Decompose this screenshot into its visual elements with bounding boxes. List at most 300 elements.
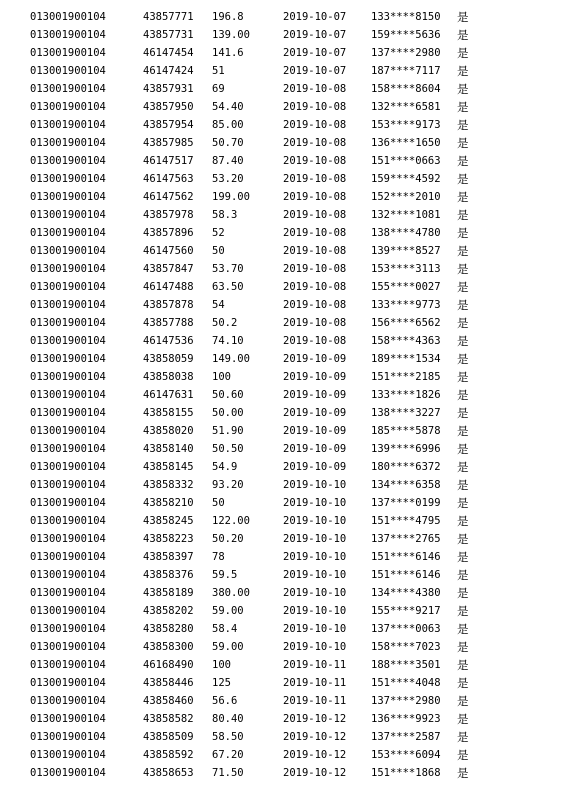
phone-number: 185****5878 [371,425,441,437]
account-code: 013001900104 [30,245,106,257]
account-code: 013001900104 [30,641,106,653]
account-code: 013001900104 [30,335,106,347]
date: 2019-10-10 [283,587,347,599]
amount: 53.20 [212,173,244,185]
order-number: 43858145 [143,461,194,473]
account-code: 013001900104 [30,47,106,59]
order-number: 43858509 [143,731,194,743]
date: 2019-10-08 [283,209,347,221]
amount: 71.50 [212,767,244,779]
order-number: 43858210 [143,497,194,509]
amount: 51 [212,65,225,77]
table-row [0,26,562,44]
account-code: 013001900104 [30,695,106,707]
order-number: 43857878 [143,299,194,311]
order-number: 43857847 [143,263,194,275]
status-flag: 是 [457,244,469,258]
date: 2019-10-08 [283,245,347,257]
order-number: 43858460 [143,695,194,707]
table-row [0,242,562,260]
status-flag: 是 [457,730,469,744]
date: 2019-10-07 [283,29,347,41]
date: 2019-10-09 [283,425,347,437]
table-row [0,584,562,602]
order-number: 43858397 [143,551,194,563]
amount: 85.00 [212,119,244,131]
account-code: 013001900104 [30,443,106,455]
account-code: 013001900104 [30,479,106,491]
phone-number: 137****0063 [371,623,441,635]
date: 2019-10-08 [283,155,347,167]
amount: 80.40 [212,713,244,725]
amount: 56.6 [212,695,238,707]
order-number: 46147517 [143,155,194,167]
status-flag: 是 [457,298,469,312]
status-flag: 是 [457,748,469,762]
order-number: 43858140 [143,443,194,455]
order-number: 43858376 [143,569,194,581]
phone-number: 153****3113 [371,263,441,275]
status-flag: 是 [457,712,469,726]
order-number: 43857950 [143,101,194,113]
table-row [0,620,562,638]
account-code: 013001900104 [30,281,106,293]
order-number: 43857731 [143,29,194,41]
amount: 59.5 [212,569,238,581]
phone-number: 155****9217 [371,605,441,617]
table-row [0,170,562,188]
amount: 100 [212,371,231,383]
phone-number: 188****3501 [371,659,441,671]
account-code: 013001900104 [30,551,106,563]
order-number: 43857788 [143,317,194,329]
order-number: 43858592 [143,749,194,761]
order-number: 43858280 [143,623,194,635]
status-flag: 是 [457,316,469,330]
status-flag: 是 [457,190,469,204]
account-code: 013001900104 [30,389,106,401]
order-number: 43858653 [143,767,194,779]
date: 2019-10-09 [283,371,347,383]
date: 2019-10-08 [283,191,347,203]
status-flag: 是 [457,568,469,582]
phone-number: 151****4048 [371,677,441,689]
date: 2019-10-10 [283,479,347,491]
phone-number: 153****9173 [371,119,441,131]
status-flag: 是 [457,496,469,510]
phone-number: 133****1826 [371,389,441,401]
amount: 54.40 [212,101,244,113]
phone-number: 156****6562 [371,317,441,329]
table-row [0,746,562,764]
status-flag: 是 [457,136,469,150]
phone-number: 137****2587 [371,731,441,743]
table-row [0,296,562,314]
phone-number: 138****3227 [371,407,441,419]
table-row [0,314,562,332]
status-flag: 是 [457,334,469,348]
amount: 50.70 [212,137,244,149]
amount: 139.00 [212,29,250,41]
phone-number: 137****2765 [371,533,441,545]
order-number: 43858223 [143,533,194,545]
status-flag: 是 [457,532,469,546]
amount: 50 [212,497,225,509]
phone-number: 153****6094 [371,749,441,761]
amount: 100 [212,659,231,671]
amount: 122.00 [212,515,250,527]
phone-number: 137****2980 [371,695,441,707]
phone-number: 151****0663 [371,155,441,167]
amount: 149.00 [212,353,250,365]
amount: 59.00 [212,641,244,653]
status-flag: 是 [457,622,469,636]
order-number: 43858446 [143,677,194,689]
date: 2019-10-11 [283,695,347,707]
date: 2019-10-09 [283,461,347,473]
amount: 50.50 [212,443,244,455]
account-code: 013001900104 [30,353,106,365]
date: 2019-10-08 [283,335,347,347]
date: 2019-10-12 [283,731,347,743]
amount: 54 [212,299,225,311]
account-code: 013001900104 [30,119,106,131]
status-flag: 是 [457,118,469,132]
account-code: 013001900104 [30,749,106,761]
order-number: 46147454 [143,47,194,59]
table-row [0,350,562,368]
table-row [0,152,562,170]
order-number: 43858202 [143,605,194,617]
status-flag: 是 [457,550,469,564]
amount: 53.70 [212,263,244,275]
phone-number: 151****1868 [371,767,441,779]
account-code: 013001900104 [30,29,106,41]
account-code: 013001900104 [30,209,106,221]
order-number: 43858155 [143,407,194,419]
table-row [0,458,562,476]
account-code: 013001900104 [30,677,106,689]
date: 2019-10-09 [283,353,347,365]
order-number: 46147562 [143,191,194,203]
amount: 87.40 [212,155,244,167]
amount: 59.00 [212,605,244,617]
table-row [0,764,562,782]
date: 2019-10-11 [283,659,347,671]
table-row [0,440,562,458]
date: 2019-10-08 [283,83,347,95]
status-flag: 是 [457,154,469,168]
phone-number: 159****5636 [371,29,441,41]
amount: 58.4 [212,623,238,635]
amount: 58.3 [212,209,238,221]
table-row [0,566,562,584]
date: 2019-10-08 [283,137,347,149]
account-code: 013001900104 [30,587,106,599]
phone-number: 139****6996 [371,443,441,455]
phone-number: 134****6358 [371,479,441,491]
amount: 51.90 [212,425,244,437]
status-flag: 是 [457,388,469,402]
date: 2019-10-08 [283,263,347,275]
account-code: 013001900104 [30,101,106,113]
order-number: 46147563 [143,173,194,185]
order-number: 43857985 [143,137,194,149]
status-flag: 是 [457,100,469,114]
phone-number: 133****9773 [371,299,441,311]
date: 2019-10-08 [283,101,347,113]
table-row [0,602,562,620]
date: 2019-10-08 [283,119,347,131]
order-number: 46147488 [143,281,194,293]
phone-number: 136****9923 [371,713,441,725]
phone-number: 152****2010 [371,191,441,203]
date: 2019-10-09 [283,407,347,419]
date: 2019-10-08 [283,173,347,185]
order-number: 43857896 [143,227,194,239]
status-flag: 是 [457,280,469,294]
status-flag: 是 [457,370,469,384]
account-code: 013001900104 [30,299,106,311]
phone-number: 134****4380 [371,587,441,599]
phone-number: 137****2980 [371,47,441,59]
table-row [0,278,562,296]
order-number: 43858038 [143,371,194,383]
phone-number: 138****4780 [371,227,441,239]
status-flag: 是 [457,172,469,186]
amount: 50.00 [212,407,244,419]
table-row [0,44,562,62]
phone-number: 136****1650 [371,137,441,149]
amount: 78 [212,551,225,563]
status-flag: 是 [457,208,469,222]
account-code: 013001900104 [30,83,106,95]
amount: 199.00 [212,191,250,203]
table-row [0,404,562,422]
order-number: 43858332 [143,479,194,491]
status-flag: 是 [457,658,469,672]
order-number: 43858059 [143,353,194,365]
phone-number: 159****4592 [371,173,441,185]
table-row [0,422,562,440]
table-row [0,98,562,116]
account-code: 013001900104 [30,425,106,437]
phone-number: 158****7023 [371,641,441,653]
status-flag: 是 [457,676,469,690]
phone-number: 158****4363 [371,335,441,347]
table-row [0,134,562,152]
order-number: 43858020 [143,425,194,437]
table-row [0,512,562,530]
order-number: 43857931 [143,83,194,95]
table-row [0,8,562,26]
phone-number: 151****6146 [371,569,441,581]
order-number: 46147560 [143,245,194,257]
amount: 54.9 [212,461,238,473]
amount: 50.20 [212,533,244,545]
order-number: 43858300 [143,641,194,653]
date: 2019-10-08 [283,281,347,293]
table-row [0,656,562,674]
date: 2019-10-07 [283,65,347,77]
status-flag: 是 [457,640,469,654]
date: 2019-10-08 [283,317,347,329]
order-number: 43858245 [143,515,194,527]
date: 2019-10-10 [283,605,347,617]
table-row [0,674,562,692]
phone-number: 137****0199 [371,497,441,509]
account-code: 013001900104 [30,11,106,23]
date: 2019-10-10 [283,641,347,653]
date: 2019-10-07 [283,11,347,23]
account-code: 013001900104 [30,263,106,275]
date: 2019-10-09 [283,389,347,401]
account-code: 013001900104 [30,515,106,527]
status-flag: 是 [457,28,469,42]
phone-number: 133****8150 [371,11,441,23]
status-flag: 是 [457,226,469,240]
order-number: 43858582 [143,713,194,725]
account-code: 013001900104 [30,137,106,149]
table-row [0,260,562,278]
table-row [0,62,562,80]
date: 2019-10-10 [283,533,347,545]
phone-number: 158****8604 [371,83,441,95]
account-code: 013001900104 [30,659,106,671]
status-flag: 是 [457,352,469,366]
amount: 58.50 [212,731,244,743]
table-row [0,692,562,710]
date: 2019-10-10 [283,569,347,581]
date: 2019-10-08 [283,227,347,239]
amount: 50.2 [212,317,238,329]
date: 2019-10-11 [283,677,347,689]
account-code: 013001900104 [30,497,106,509]
account-code: 013001900104 [30,173,106,185]
status-flag: 是 [457,586,469,600]
order-number: 43857771 [143,11,194,23]
date: 2019-10-10 [283,551,347,563]
account-code: 013001900104 [30,605,106,617]
status-flag: 是 [457,406,469,420]
table-row [0,80,562,98]
table-row [0,728,562,746]
table-row [0,494,562,512]
order-number: 43857954 [143,119,194,131]
date: 2019-10-10 [283,515,347,527]
status-flag: 是 [457,460,469,474]
status-flag: 是 [457,766,469,780]
table-row [0,476,562,494]
order-number: 46168490 [143,659,194,671]
table-row [0,710,562,728]
date: 2019-10-10 [283,497,347,509]
status-flag: 是 [457,424,469,438]
amount: 196.8 [212,11,244,23]
table-row [0,530,562,548]
account-code: 013001900104 [30,155,106,167]
amount: 141.6 [212,47,244,59]
status-flag: 是 [457,46,469,60]
table-row [0,206,562,224]
amount: 69 [212,83,225,95]
account-code: 013001900104 [30,767,106,779]
status-flag: 是 [457,694,469,708]
status-flag: 是 [457,10,469,24]
amount: 93.20 [212,479,244,491]
order-number: 46147631 [143,389,194,401]
phone-number: 151****6146 [371,551,441,563]
status-flag: 是 [457,262,469,276]
phone-number: 139****8527 [371,245,441,257]
table-row [0,386,562,404]
phone-number: 151****4795 [371,515,441,527]
account-code: 013001900104 [30,461,106,473]
amount: 63.50 [212,281,244,293]
phone-number: 132****1081 [371,209,441,221]
amount: 74.10 [212,335,244,347]
account-code: 013001900104 [30,371,106,383]
date: 2019-10-07 [283,47,347,59]
date: 2019-10-10 [283,623,347,635]
amount: 50.60 [212,389,244,401]
date: 2019-10-12 [283,713,347,725]
date: 2019-10-09 [283,443,347,455]
account-code: 013001900104 [30,623,106,635]
status-flag: 是 [457,514,469,528]
account-code: 013001900104 [30,191,106,203]
account-code: 013001900104 [30,407,106,419]
account-code: 013001900104 [30,227,106,239]
amount: 125 [212,677,231,689]
order-number: 43857978 [143,209,194,221]
table-row [0,638,562,656]
status-flag: 是 [457,604,469,618]
status-flag: 是 [457,64,469,78]
date: 2019-10-12 [283,767,347,779]
phone-number: 187****7117 [371,65,441,77]
amount: 50 [212,245,225,257]
order-number: 43858189 [143,587,194,599]
date: 2019-10-12 [283,749,347,761]
phone-number: 132****6581 [371,101,441,113]
account-code: 013001900104 [30,317,106,329]
phone-number: 180****6372 [371,461,441,473]
record-list [0,8,562,782]
order-number: 46147536 [143,335,194,347]
amount: 67.20 [212,749,244,761]
phone-number: 151****2185 [371,371,441,383]
table-row [0,548,562,566]
account-code: 013001900104 [30,713,106,725]
table-row [0,224,562,242]
account-code: 013001900104 [30,65,106,77]
account-code: 013001900104 [30,569,106,581]
status-flag: 是 [457,442,469,456]
account-code: 013001900104 [30,533,106,545]
table-row [0,332,562,350]
status-flag: 是 [457,82,469,96]
table-row [0,368,562,386]
table-row [0,188,562,206]
account-code: 013001900104 [30,731,106,743]
amount: 380.00 [212,587,250,599]
date: 2019-10-08 [283,299,347,311]
phone-number: 189****1534 [371,353,441,365]
order-number: 46147424 [143,65,194,77]
status-flag: 是 [457,478,469,492]
table-row [0,116,562,134]
